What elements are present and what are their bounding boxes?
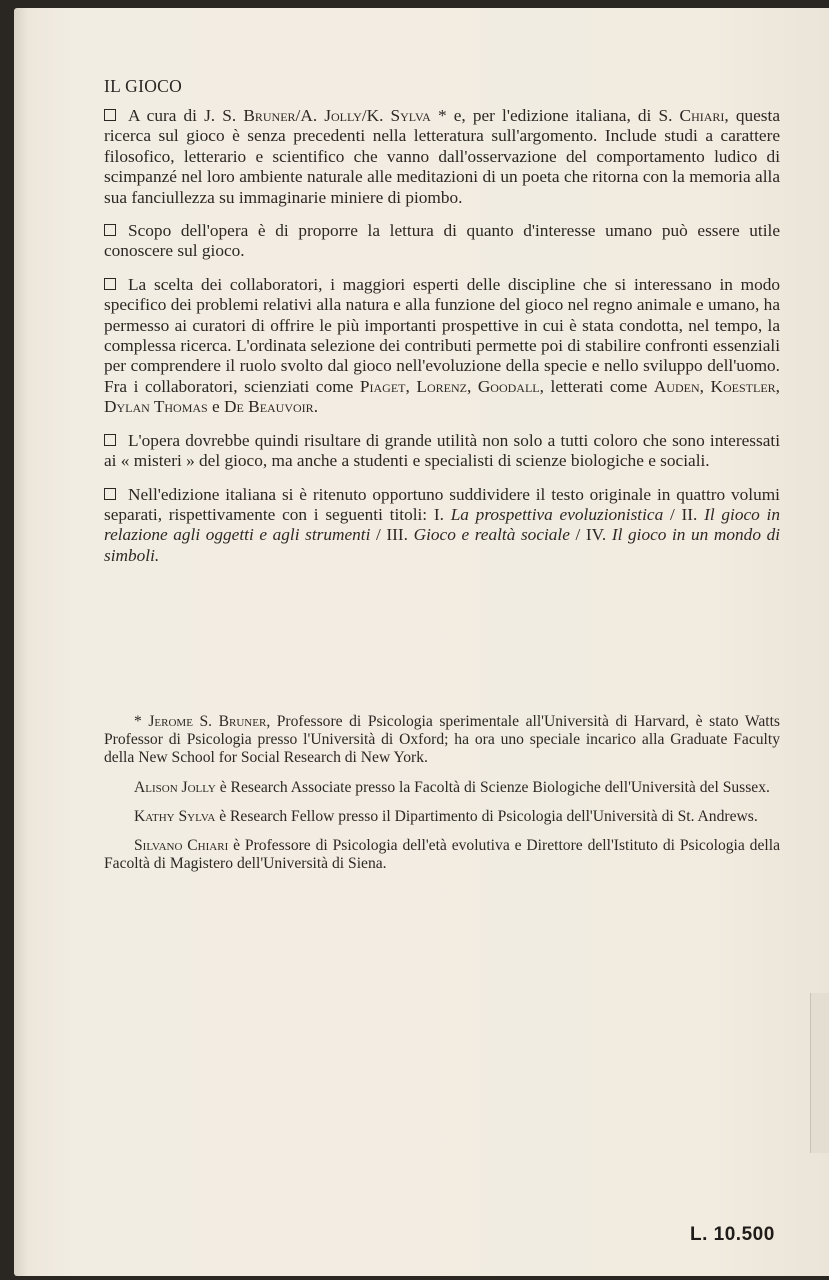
text-segment: Jerome — [148, 713, 193, 730]
text-segment: , — [699, 376, 711, 396]
text-segment: La prospettiva evoluzionistica — [450, 504, 664, 524]
square-bullet-icon — [104, 109, 116, 121]
page-edge-tab — [810, 993, 829, 1153]
text-segment: , letterati come — [539, 376, 654, 396]
text-segment: , Professore di Psicologia sperimentale all'Università di Harvard, è stato Watts Professor di Psicologia presso l'Università di Oxford; ha ora uno speciale incarico alla Graduate Faculty della New School for Social Research di New York. — [104, 713, 781, 767]
text-segment: Scopo dell'opera è di proporre la lettura di quanto d'interesse umano può essere utile conoscere sul gioco. — [104, 221, 780, 261]
text-segment: De Beauvoir — [224, 397, 314, 417]
author-note — [104, 837, 780, 873]
text-segment: Bruner — [243, 106, 296, 125]
text-segment: , questa ricerca sul gioco è senza precedenti nella letteratura sull'argomento. Include studi a carattere filosofico, letterario e scientifico che vanno dall'osservazione del comportamento ludico di scimpanzé nel loro ambiente naturale alle meditazioni di un poeta che ritorna con la memoria alla sua fanciullezza su immaginarie miniere di piombo. — [104, 106, 781, 207]
text-segment: A cura di J. S. — [128, 106, 244, 125]
text-segment: Jolly — [324, 106, 362, 125]
blurb-paragraph — [104, 275, 780, 418]
text-segment: Bruner — [218, 713, 267, 730]
text-segment: / II. — [663, 504, 705, 524]
text-segment: Goodall — [477, 376, 540, 396]
text-segment: Auden — [653, 376, 700, 396]
text-segment: / IV. — [569, 525, 612, 545]
price-label: L. 10.500 — [690, 1224, 775, 1245]
text-segment: Dylan Thomas — [104, 397, 208, 417]
text-segment: è Research Associate presso la Facoltà di Scienze Biologiche dell'Università del Sussex. — [215, 778, 770, 796]
text-segment: La scelta dei collaboratori, i maggiori esperti delle discipline che si interessano in modo specifico dei problemi relativi alla natura e alla funzione del gioco nel regno animale e umano, ha permesso ai curatori di offrire le più importanti prospettive in cui è stata condotta, nel tempo, la complessa ricerca. L'ordinata selezione dei contributi permette poi di stabilire confronti essenziali per comprendere il ruolo svolto dal gioco nell'evoluzione della specie e nello sviluppo dell'uomo. Fra i collaboratori, scienziati come — [104, 274, 780, 396]
text-segment: Chiari — [679, 106, 725, 125]
text-segment: , — [466, 376, 478, 396]
text-segment: . — [313, 397, 319, 417]
blurb-paragraph — [104, 106, 780, 208]
text-segment: Lorenz — [416, 376, 467, 396]
blurb-paragraph — [104, 485, 780, 567]
square-bullet-icon — [104, 434, 116, 446]
text-segment: / III. — [370, 525, 414, 545]
text-segment: * — [134, 713, 149, 730]
text-segment: /K. — [361, 106, 391, 125]
text-segment: e — [207, 397, 225, 417]
text-segment: /A. — [295, 106, 325, 125]
blurb-paragraph — [104, 431, 780, 472]
square-bullet-icon — [104, 488, 116, 500]
author-note — [104, 713, 780, 768]
text-segment: Il gioco in un mondo di simboli. — [104, 525, 781, 565]
text-segment: Koestler — [710, 376, 776, 396]
author-note — [104, 808, 780, 826]
text-segment: è Professore di Psicologia dell'età evolutiva e Direttore dell'Istituto di Psicologia della Facoltà di Magistero dell'Università di Siena. — [104, 837, 780, 873]
book-title: IL GIOCO — [104, 76, 183, 96]
blurb — [104, 106, 780, 579]
text-segment: Nell'edizione italiana si è ritenuto opportuno suddividere il testo originale in quattro volumi separati, rispettivamente con i seguenti titoli: I. — [104, 484, 780, 524]
text-segment: L'opera dovrebbe quindi risultare di grande utilità non solo a tutti coloro che sono interessati ai « misteri » del gioco, ma anche a studenti e specialisti di scienze biologiche e sociali. — [104, 430, 780, 471]
text-segment: Silvano Chiari — [134, 837, 229, 855]
author-notes — [104, 713, 780, 884]
text-segment: Alison Jolly — [134, 778, 216, 796]
text-segment: , — [405, 376, 417, 396]
text-segment: S. — [192, 713, 219, 730]
square-bullet-icon — [104, 224, 116, 236]
text-segment: , — [775, 376, 780, 396]
text-segment: Kathy Sylva — [134, 807, 216, 825]
author-note — [104, 779, 780, 797]
blurb-paragraph — [104, 221, 780, 262]
text-segment: Sylva — [390, 106, 431, 125]
square-bullet-icon — [104, 278, 116, 290]
text-segment: è Research Fellow presso il Dipartimento di Psicologia dell'Università di St. Andrews. — [215, 807, 758, 825]
text-segment: Gioco e realtà sociale — [413, 525, 570, 545]
text-segment: Piaget — [359, 376, 406, 396]
text-segment: * e, per l'edizione italiana, di S. — [430, 106, 680, 125]
text-segment: Il gioco in relazione agli oggetti e agli strumenti — [104, 504, 780, 545]
